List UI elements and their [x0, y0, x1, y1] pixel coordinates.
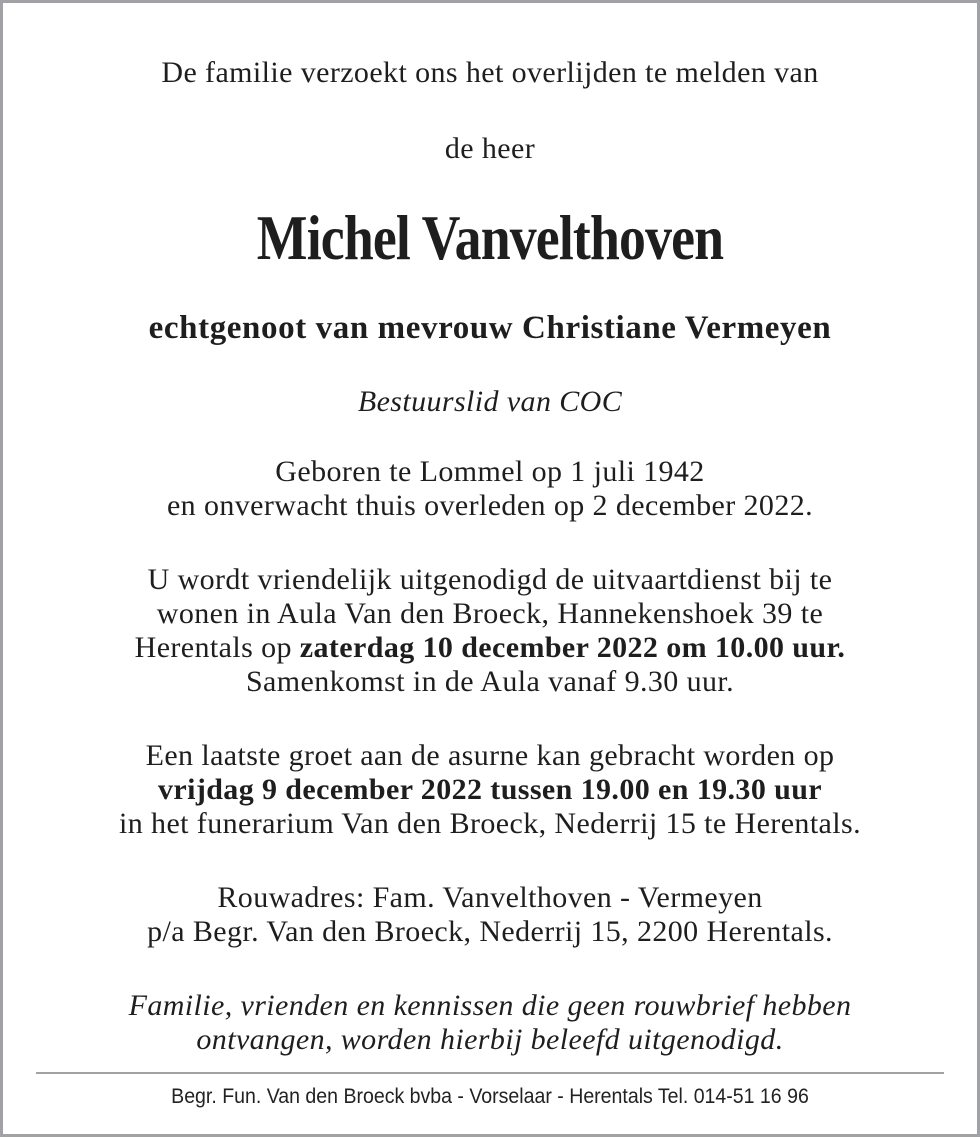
birth-line: Geboren te Lommel op 1 juli 1942	[275, 455, 705, 488]
address-line-2: p/a Begr. Van den Broeck, Nederrij 15, 2200 Herentals.	[147, 915, 833, 948]
intro-text: De familie verzoekt ons het overlijden te melden van	[161, 56, 819, 89]
service-line-4: Samenkomst in de Aula vanaf 9.30 uur.	[245, 665, 735, 698]
farewell-line-3: in het funerarium Van den Broeck, Nederrij 15 te Herentals.	[119, 807, 861, 840]
service-line-1: U wordt vriendelijk uitgenodigd de uitvaartdienst bij te	[147, 563, 833, 596]
death-line: en onverwacht thuis overleden op 2 december 2022.	[166, 489, 814, 522]
service-line-3	[3, 631, 977, 665]
closing-line-1: Familie, vrienden en kennissen die geen rouwbrief hebben	[128, 989, 852, 1022]
role-text: Bestuurslid van COC	[357, 385, 623, 418]
spouse-text: echtgenoot van mevrouw Christiane Vermeyen	[148, 310, 832, 346]
service-datetime: zaterdag 10 december 2022 om 10.00 uur.	[299, 631, 846, 664]
service-line-2: wonen in Aula Van den Broeck, Hannekenshoek 39 te	[156, 597, 824, 630]
footer-divider	[36, 1072, 944, 1074]
deceased-name: Michel Vanvelthoven	[256, 202, 724, 273]
farewell-line-1: Een laatste groet aan de asurne kan gebracht worden op	[145, 739, 835, 772]
footer-text: Begr. Fun. Van den Broeck bvba - Vorselaar - Herentals Tel. 014-51 16 96	[171, 1085, 809, 1108]
farewell-datetime-text: vrijdag 9 december 2022 tussen 19.00 en 19.30 uur	[157, 773, 823, 806]
farewell-datetime	[3, 773, 977, 807]
address-line-1: Rouwadres: Fam. Vanvelthoven - Vermeyen	[217, 881, 763, 914]
service-place: Herentals op	[134, 631, 300, 664]
closing-line-2: ontvangen, worden hierbij beleefd uitgenodigd.	[196, 1023, 784, 1056]
title-prefix: de heer	[444, 132, 536, 165]
